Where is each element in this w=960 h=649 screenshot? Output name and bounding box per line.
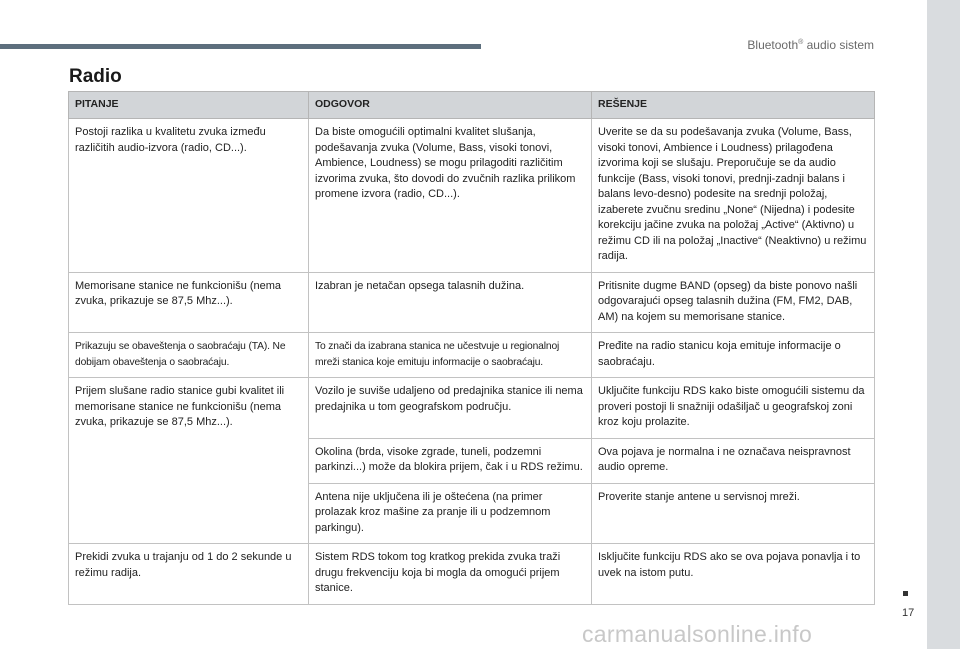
table-header-row	[69, 92, 875, 119]
header-solution: REŠENJE	[592, 92, 875, 119]
answer-cell: Vozilo je suviše udaljeno od predajnika stanice ili nema predajnika u tom geografskom području.	[309, 378, 592, 439]
faq-table	[68, 91, 875, 605]
question-cell	[69, 438, 309, 483]
question-cell: Prijem slušane radio stanice gubi kvalitet ili memorisane stanice ne funkcionišu (nema zvuka, prikazuje se 87,5 Mhz...).	[69, 378, 309, 439]
section-title-rest: audio sistem	[803, 38, 874, 52]
answer-cell: Da biste omogućili optimalni kvalitet slušanja, podešavanja zvuka (Volume, Bass, visoki tonovi, Ambience, Loudness) se mogu prilagoditi različitim izvorima zvuka, što dovodi do zvučnih razlika prilikom promene izvora (radio, CD...).	[309, 119, 592, 273]
section-header	[747, 38, 874, 52]
table-row	[69, 544, 875, 605]
question-cell	[69, 483, 309, 544]
solution-cell: Ova pojava je normalna i ne označava neispravnost audio opreme.	[592, 438, 875, 483]
question-cell: Prekidi zvuka u trajanju od 1 do 2 sekunde u režimu radija.	[69, 544, 309, 605]
section-title: Bluetooth	[747, 38, 799, 52]
table-row	[69, 438, 875, 483]
page-edge-strip	[927, 0, 960, 649]
page-number: 17	[902, 607, 915, 619]
page-title: Radio	[69, 66, 122, 87]
table-row	[69, 483, 875, 544]
solution-cell: Proverite stanje antene u servisnoj mreži.	[592, 483, 875, 544]
answer-cell: Izabran je netačan opsega talasnih dužina.	[309, 272, 592, 333]
table-row	[69, 378, 875, 439]
solution-cell: Pređite na radio stanicu koja emituje informacije o saobraćaju.	[592, 333, 875, 378]
answer-cell: Sistem RDS tokom tog kratkog prekida zvuka traži drugu frekvenciju koja bi mogla da omogući prijem stanice.	[309, 544, 592, 605]
answer-cell: To znači da izabrana stanica ne učestvuje u regionalnoj mreži stanica koje emituju informacije o saobraćaju.	[309, 333, 592, 378]
page-marker-dot	[903, 591, 908, 596]
table-row	[69, 272, 875, 333]
answer-cell: Okolina (brda, visoke zgrade, tuneli, podzemni parkinzi...) može da blokira prijem, čak i u RDS režimu.	[309, 438, 592, 483]
solution-cell: Pritisnite dugme BAND (opseg) da biste ponovo našli odgovarajući opseg talasnih dužina (FM, FM2, DAB, AM) na kojem su memorisane stanice.	[592, 272, 875, 333]
solution-cell: Uključite funkciju RDS kako biste omogućili sistemu da proveri postoji li snažniji odašiljač u geografskoj zoni kroz koju prolazite.	[592, 378, 875, 439]
header-accent-bar	[0, 44, 481, 49]
question-cell: Prikazuju se obaveštenja o saobraćaju (TA). Ne dobijam obaveštenja o saobraćaju.	[69, 333, 309, 378]
watermark: carmanualsonline.info	[582, 621, 813, 647]
solution-cell: Uverite se da su podešavanja zvuka (Volume, Bass, visoki tonovi, Ambience i Loudness) prilagođena izvorima koji se slušaju. Preporučuje se da audio funkcije (Bass, visoki tonovi, prednji-zadnji balans i balans levo-desno) podesite na srednji položaj, izaberete zvučnu sredinu „None“ (Nijedna) i podesite korekciju jačine zvuka na položaj „Active“ (Aktivno) u režimu CD ili na položaj „Inactive“ (Neaktivno) u režimu radija.	[592, 119, 875, 273]
question-cell: Memorisane stanice ne funkcionišu (nema zvuka, prikazuje se 87,5 Mhz...).	[69, 272, 309, 333]
header-answer: ODGOVOR	[309, 92, 592, 119]
table-row	[69, 119, 875, 273]
answer-cell: Antena nije uključena ili je oštećena (na primer prolazak kroz mašine za pranje ili u podzemnom parkingu).	[309, 483, 592, 544]
solution-cell: Isključite funkciju RDS ako se ova pojava ponavlja i to uvek na istom putu.	[592, 544, 875, 605]
question-cell: Postoji razlika u kvalitetu zvuka između različitih audio-izvora (radio, CD...).	[69, 119, 309, 273]
registered-mark: ®	[798, 39, 804, 46]
table-row	[69, 333, 875, 378]
header-question: PITANJE	[69, 92, 309, 119]
